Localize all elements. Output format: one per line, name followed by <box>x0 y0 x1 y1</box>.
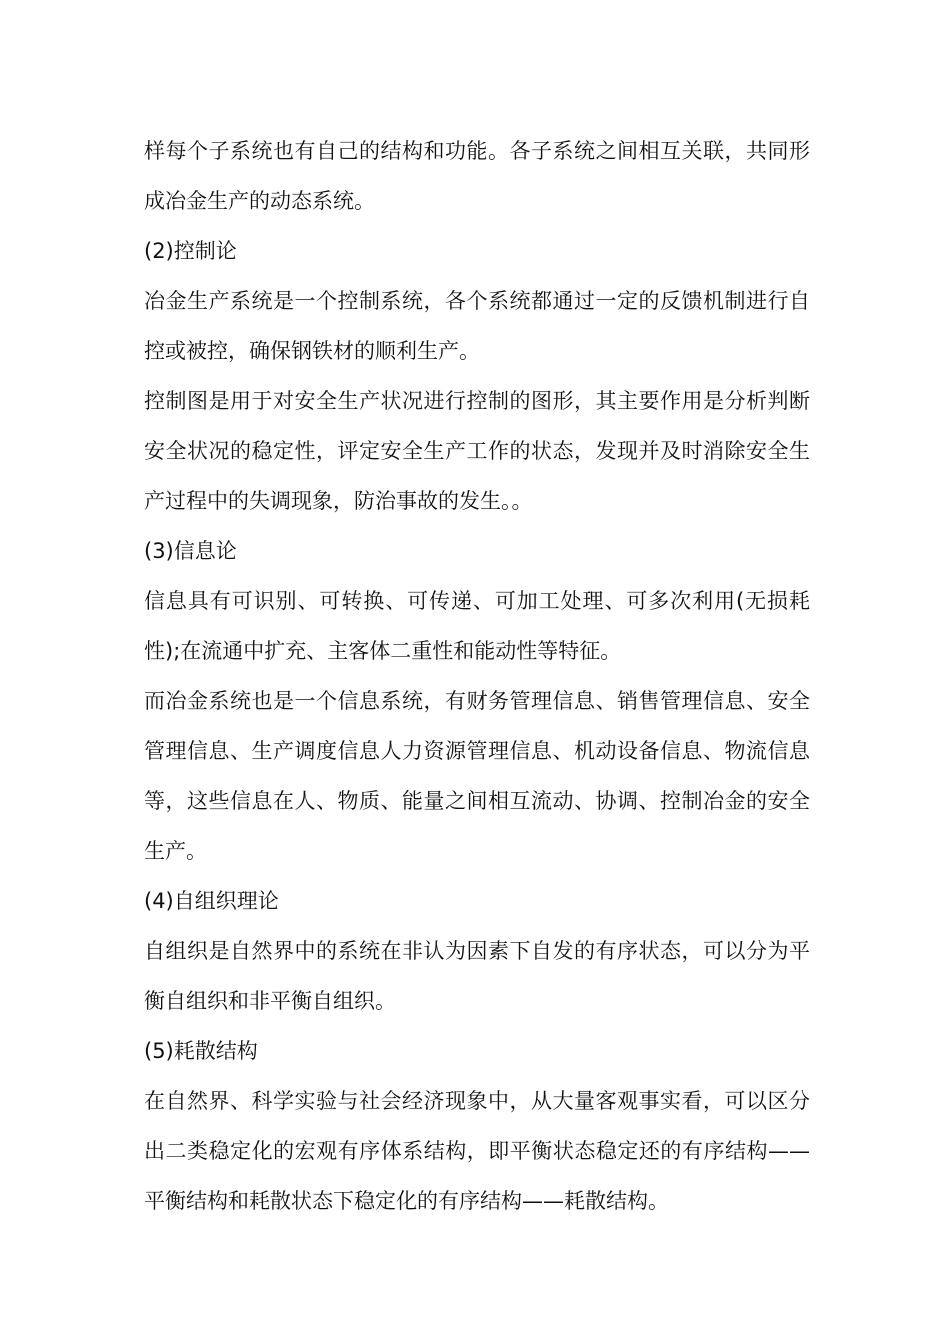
heading-self-organization: (4)自组织理论 <box>144 889 279 913</box>
paragraph-control-system: 冶金生产系统是一个控制系统，各个系统都通过一定的反馈机制进行自控或被控，确保钢铁材的顺利生产。 <box>144 289 810 363</box>
paragraph-system-continuation: 样每个子系统也有自己的结构和功能。各子系统之间相互关联，共同形成冶金生产的动态系统。 <box>144 139 810 213</box>
heading-information-theory: (3)信息论 <box>144 539 237 563</box>
paragraph-control-chart: 控制图是用于对安全生产状况进行控制的图形，其主要作用是分析判断安全状况的稳定性，评定安全生产工作的状态，发现并及时消除安全生产过程中的失调现象，防治事故的发生。。 <box>144 389 810 513</box>
heading-dissipative-structure: (5)耗散结构 <box>144 1039 258 1063</box>
heading-control-theory: (2)控制论 <box>144 239 237 263</box>
document-body <box>144 126 810 1226</box>
paragraph-dissipative-structure: 在自然界、科学实验与社会经济现象中，从大量客观事实看，可以区分出二类稳定化的宏观有序体系结构，即平衡状态稳定还的有序结构——平衡结构和耗散状态下稳定化的有序结构——耗散结构。 <box>144 1089 810 1213</box>
paragraph-self-organization: 自组织是自然界中的系统在非认为因素下自发的有序状态，可以分为平衡自组织和非平衡自组织。 <box>144 939 810 1013</box>
paragraph-information-system: 而冶金系统也是一个信息系统，有财务管理信息、销售管理信息、安全管理信息、生产调度信息人力资源管理信息、机动设备信息、物流信息等，这些信息在人、物质、能量之间相互流动、协调、控制冶金的安全生产。 <box>144 689 810 863</box>
paragraph-information-features: 信息具有可识别、可转换、可传递、可加工处理、可多次利用(无损耗性);在流通中扩充、主客体二重性和能动性等特征。 <box>144 589 810 663</box>
